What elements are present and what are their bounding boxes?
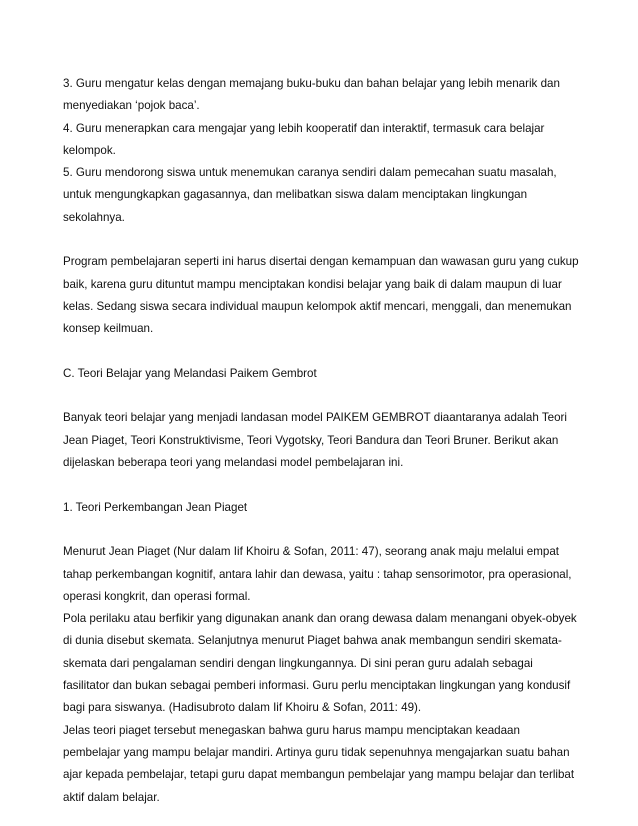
- text-line: tahap perkembangan kognitif, antara lahir dan dewasa, yaitu : tahap sensorimotor, pra operasional,: [63, 567, 572, 581]
- text-line: 5. Guru mendorong siswa untuk menemukan caranya sendiri dalam pemecahan suatu masalah,: [63, 166, 557, 180]
- text-line: 4. Guru menerapkan cara mengajar yang lebih kooperatif dan interaktif, termasuk cara belajar: [63, 121, 545, 135]
- section-heading: C. Teori Belajar yang Melandasi Paikem Gembrot: [63, 366, 317, 380]
- text-line: sekolahnya.: [63, 210, 125, 224]
- text-line: ajar kepada pembelajar, tetapi guru dapat membangun pembelajar yang mampu belajar dan terlibat: [63, 768, 575, 782]
- text-line: dijelaskan beberapa teori yang melandasi model pembelajaran ini.: [63, 456, 404, 470]
- text-line: untuk mengungkapkan gagasannya, dan melibatkan siswa dalam menciptakan lingkungan: [63, 188, 528, 202]
- text-line: 3. Guru mengatur kelas dengan memajang buku-buku dan bahan belajar yang lebih menarik dan: [63, 77, 560, 90]
- text-line: Pola perilaku atau berfikir yang digunakan anank dan orang dewasa dalam menangani obyek-obyek: [63, 612, 577, 626]
- text-line: konsep keilmuan.: [63, 322, 154, 336]
- text-line: menyediakan ‘pojok baca’.: [63, 99, 200, 113]
- document-body: [63, 73, 579, 809]
- text-line: kelompok.: [63, 143, 116, 157]
- text-line: Jean Piaget, Teori Konstruktivisme, Teori Vygotsky, Teori Bandura dan Teori Bruner. Berikut akan: [63, 433, 559, 447]
- text-line: Jelas teori piaget tersebut menegaskan bahwa guru harus mampu menciptakan keadaan: [63, 723, 520, 737]
- text-line: Program pembelajaran seperti ini harus disertai dengan kemampuan dan wawasan guru yang cukup: [63, 255, 579, 269]
- paragraph-spacer: [63, 385, 573, 407]
- text-line: Menurut Jean Piaget (Nur dalam Iif Khoiru & Sofan, 2011: 47), seorang anak maju melalui empat: [63, 545, 560, 559]
- text-line: di dunia disebut skemata. Selanjutnya menurut Piaget bahwa anak membangun sendiri skemata-: [63, 634, 562, 648]
- paragraph-spacer: [63, 519, 573, 541]
- text-line: skemata dari pengalaman sendiri dengan lingkungannya. Di sini peran guru adalah sebagai: [63, 656, 533, 670]
- paragraph-spacer: [63, 474, 573, 496]
- text-line: bagi para siswanya. (Hadisubroto dalam Iif Khoiru & Sofan, 2011: 49).: [63, 701, 422, 715]
- subsection-heading: 1. Teori Perkembangan Jean Piaget: [63, 500, 248, 514]
- text-line: baik, karena guru dituntut mampu menciptakan kondisi belajar yang baik di dalam maupun di luar: [63, 277, 562, 291]
- text-line: fasilitator dan bukan sebagai pemberi informasi. Guru perlu menciptakan lingkungan yang kondusif: [63, 679, 571, 693]
- text-line: Banyak teori belajar yang menjadi landasan model PAIKEM GEMBROT diaantaranya adalah Teori: [63, 411, 567, 425]
- paragraph-spacer: [63, 341, 573, 363]
- text-line: kelas. Sedang siswa secara individual maupun kelompok aktif mencari, menggali, dan menemukan: [63, 299, 572, 313]
- text-line: operasi kongkrit, dan operasi formal.: [63, 589, 251, 603]
- text-line: aktif dalam belajar.: [63, 790, 160, 804]
- text-line: pembelajar yang mampu belajar mandiri. Artinya guru tidak sepenuhnya mengajarkan suatu bahan: [63, 745, 570, 759]
- paragraph-spacer: [63, 229, 573, 251]
